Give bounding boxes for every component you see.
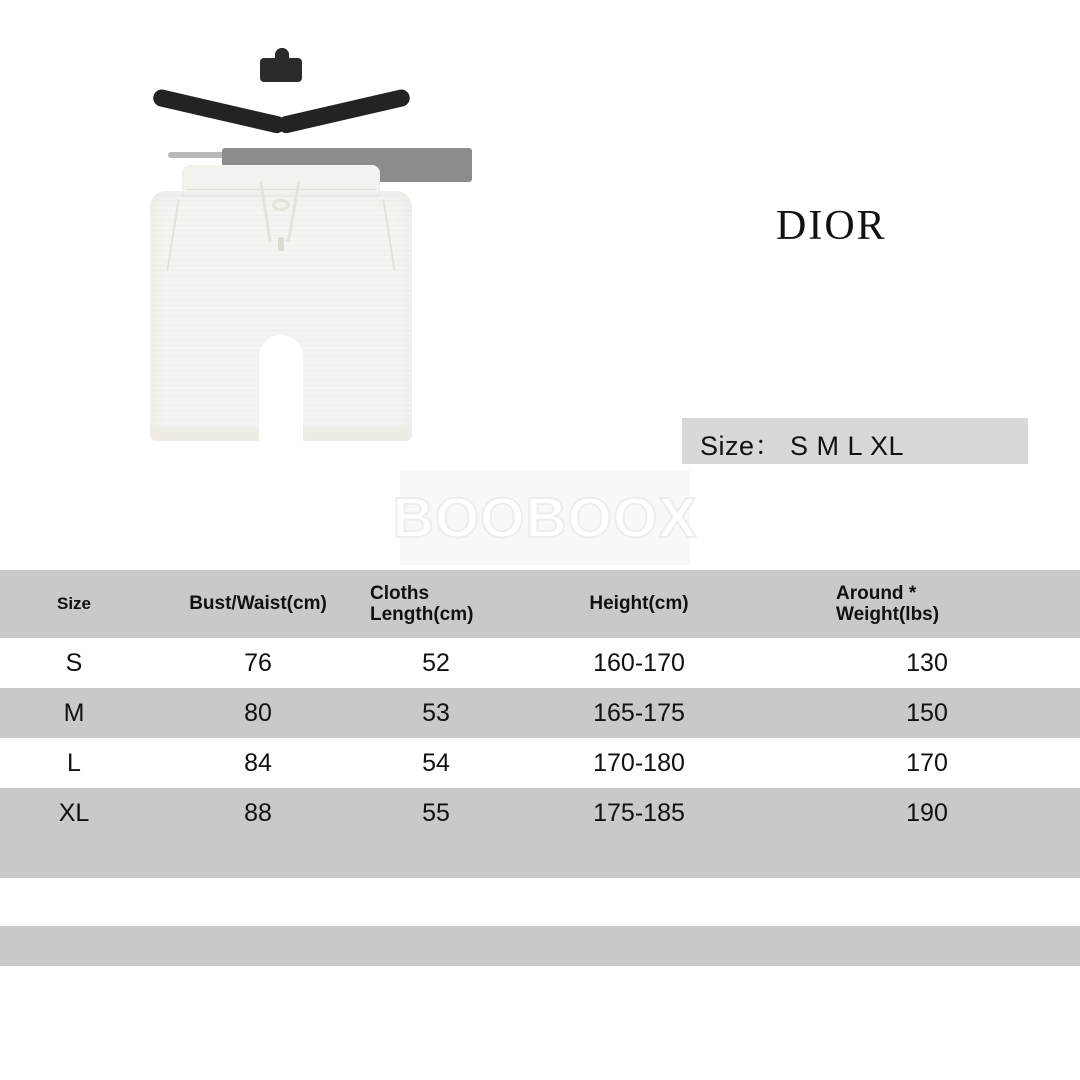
cell-size: XL <box>58 798 90 827</box>
header-cloths-length-line2: Length(cm) <box>370 604 474 625</box>
drawstring-tip <box>278 237 284 251</box>
header-cloths-length-line1: Cloths <box>370 582 430 604</box>
cell-bust-waist: 76 <box>244 648 272 677</box>
table-row <box>0 788 1080 838</box>
header-around-weight-line1: Around * <box>836 582 917 604</box>
table-filler-row-grey <box>0 838 1080 878</box>
cell-cloths-length: 55 <box>422 798 450 827</box>
drawstring-knot <box>272 199 290 211</box>
drawstring-cord-left <box>259 181 272 243</box>
hanger-shoulder-right <box>276 88 411 135</box>
hanger-hook-block <box>260 58 302 82</box>
leg-hem-left <box>150 427 259 441</box>
header-around-weight <box>774 583 1080 626</box>
size-chart-table <box>0 570 1080 1014</box>
watermark: BOOBOOX <box>400 470 690 565</box>
cell-size: S <box>65 648 83 677</box>
shorts-graphic <box>120 165 440 445</box>
hanger-icon <box>130 40 430 170</box>
cell-bust-waist: 84 <box>244 748 272 777</box>
cell-height: 165-175 <box>593 698 685 727</box>
table-header-row <box>0 570 1080 638</box>
cell-height: 160-170 <box>593 648 685 677</box>
cell-cloths-length: 52 <box>422 648 450 677</box>
cell-bust-waist: 80 <box>244 698 272 727</box>
table-row <box>0 688 1080 738</box>
cell-size: L <box>67 748 81 777</box>
table-row <box>0 738 1080 788</box>
table-filler-row-grey <box>0 926 1080 966</box>
cell-cloths-length: 54 <box>422 748 450 777</box>
hanger-shoulder-left <box>152 88 287 135</box>
leg-hem-right <box>303 427 412 441</box>
table-filler-row-white <box>0 966 1080 1014</box>
drawstring <box>258 181 304 251</box>
table-filler-row-white <box>0 878 1080 926</box>
header-around-weight-line2: Weight(lbs) <box>836 604 940 625</box>
header-size: Size <box>56 594 92 614</box>
cell-weight: 170 <box>906 748 948 777</box>
cell-weight: 150 <box>906 698 948 727</box>
table-row <box>0 638 1080 688</box>
cell-cloths-length: 53 <box>422 698 450 727</box>
cell-height: 175-185 <box>593 798 685 827</box>
cell-bust-waist: 88 <box>244 798 272 827</box>
leg-separation <box>259 335 303 443</box>
cell-size: M <box>63 698 85 727</box>
cell-height: 170-180 <box>593 748 685 777</box>
drawstring-cord-right <box>287 181 301 243</box>
brand-logo: DIOR <box>776 203 887 249</box>
header-bust-waist: Bust/Waist(cm) <box>189 593 327 615</box>
cell-weight: 190 <box>906 798 948 827</box>
size-availability-label: Size： S M L XL <box>700 431 905 461</box>
header-height: Height(cm) <box>589 593 689 615</box>
header-cloths-length <box>368 583 504 626</box>
cell-weight: 130 <box>906 648 948 677</box>
